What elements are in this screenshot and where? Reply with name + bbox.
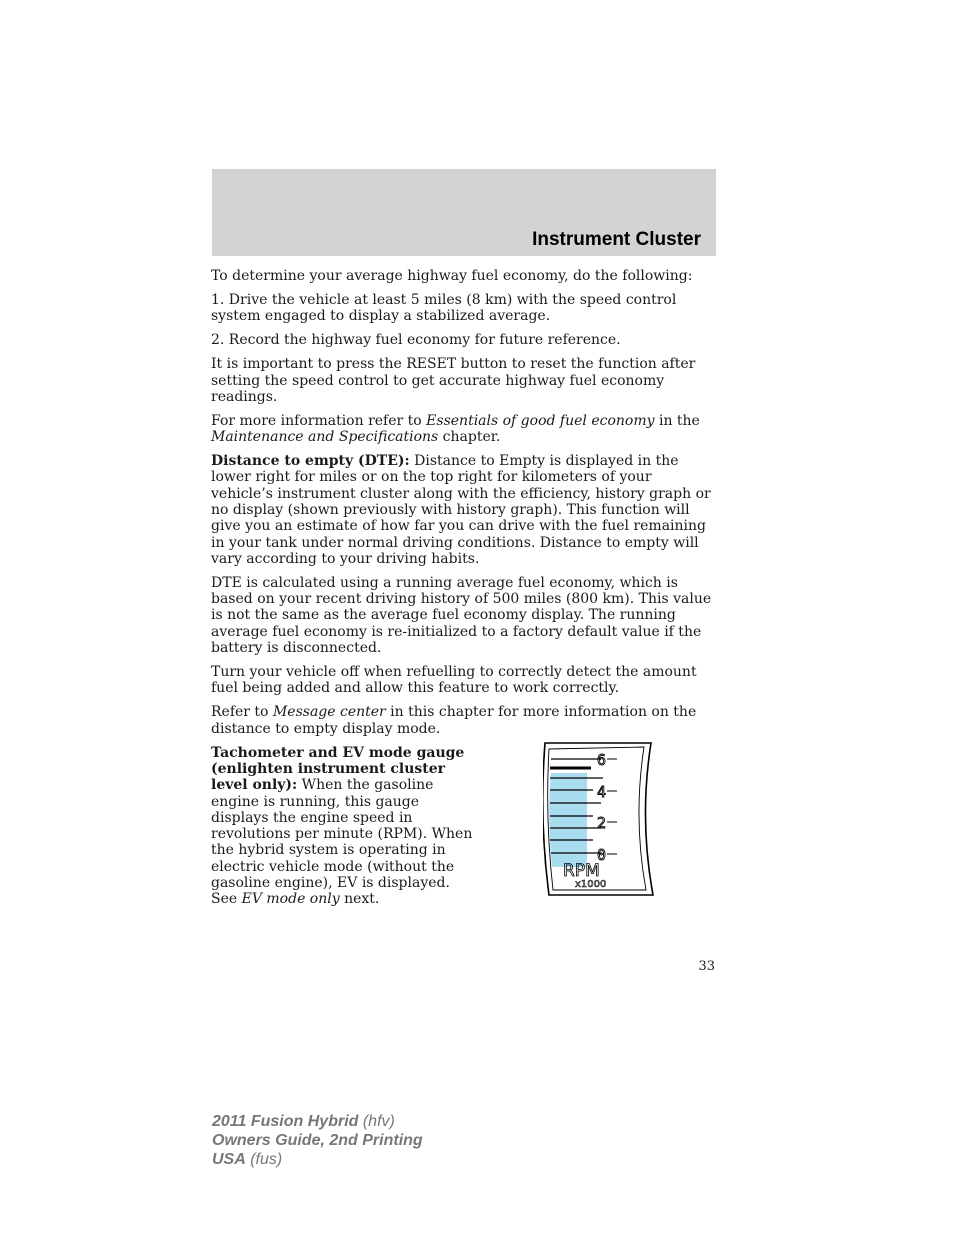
footer-line [212, 1131, 423, 1150]
tick-label: 6 [597, 750, 607, 769]
paragraph [211, 453, 717, 567]
paragraph: 1. Drive the vehicle at least 5 miles (8 km) with the speed control system engaged to display a stabilized average. [211, 291, 677, 325]
footer-line [212, 1112, 423, 1131]
text: Refer to [211, 704, 273, 721]
tick-label: 0 [597, 845, 607, 864]
text: For more information refer to [211, 412, 427, 429]
text: Distance to Empty is displayed in the lower right for miles or on the top right for kilometers of your vehicle’s instrument cluster along with the efficiency, history graph or no display (shown previously with history graph). This function will give you an estimate of how far you can drive with the fuel remaining in your tank under normal driving conditions. Distance to empty will vary according to your driving habits. [211, 453, 711, 567]
term-heading: Tachometer and EV mode gauge (enlighten instrument cluster level only): [211, 744, 465, 794]
text: next. [339, 891, 380, 908]
cross-reference: Maintenance and Specifications [211, 429, 439, 446]
rpm-multiplier-label: x1000 [575, 878, 607, 890]
paragraph: DTE is calculated using a running average fuel economy, which is based on your recent driving history of 500 miles (800 km). This value is not the same as the average fuel economy display. The running average fuel economy is re-initialized to a factory default value if the battery is disconnected. [211, 574, 712, 657]
footer-code: (fus) [245, 1151, 283, 1168]
footer-code: (hfv) [358, 1113, 395, 1130]
footer-model: 2011 Fusion Hybrid [212, 1113, 359, 1130]
tachometer-gauge-illustration [543, 739, 655, 899]
document-footer [212, 1112, 423, 1169]
paragraph: To determine your average highway fuel economy, do the following: [211, 268, 693, 284]
tick-label: 4 [597, 782, 607, 801]
chapter-header-band [212, 169, 716, 256]
footer-line [212, 1150, 423, 1169]
text: in this chapter for more information on the distance to empty display mode. [211, 704, 697, 737]
text: When the gasoline engine is running, this gauge displays the engine speed in revolutions per minute (RPM). When the hybrid system is operating in electric vehicle mode (without the gasoline engine), EV is displayed. See [211, 777, 473, 908]
paragraph [211, 745, 473, 908]
page-number: 33 [698, 959, 715, 974]
paragraph [211, 704, 717, 737]
text: in the [654, 412, 700, 429]
paragraph: 2. Record the highway fuel economy for future reference. [211, 332, 621, 349]
term-heading: Distance to empty (DTE): [211, 453, 410, 470]
chapter-title: Instrument Cluster [532, 229, 701, 250]
body-text [211, 268, 717, 915]
text: chapter. [438, 429, 501, 446]
paragraph: Turn your vehicle off when refuelling to correctly detect the amount fuel being added and allow this feature to work correctly. [211, 664, 697, 697]
cross-reference: Essentials of good fuel economy [426, 412, 655, 429]
paragraph: It is important to press the RESET button to reset the function after setting the speed control to get accurate highway fuel economy readings. [211, 356, 696, 405]
tick-label: 2 [597, 813, 607, 832]
footer-market: USA [212, 1151, 246, 1168]
cross-reference: Message center [272, 704, 386, 721]
paragraph [211, 413, 717, 446]
rpm-unit-label: RPM [563, 860, 600, 881]
tachometer-section [211, 745, 717, 908]
footer-edition: Owners Guide, 2nd Printing [212, 1132, 423, 1149]
cross-reference: EV mode only [241, 891, 340, 908]
